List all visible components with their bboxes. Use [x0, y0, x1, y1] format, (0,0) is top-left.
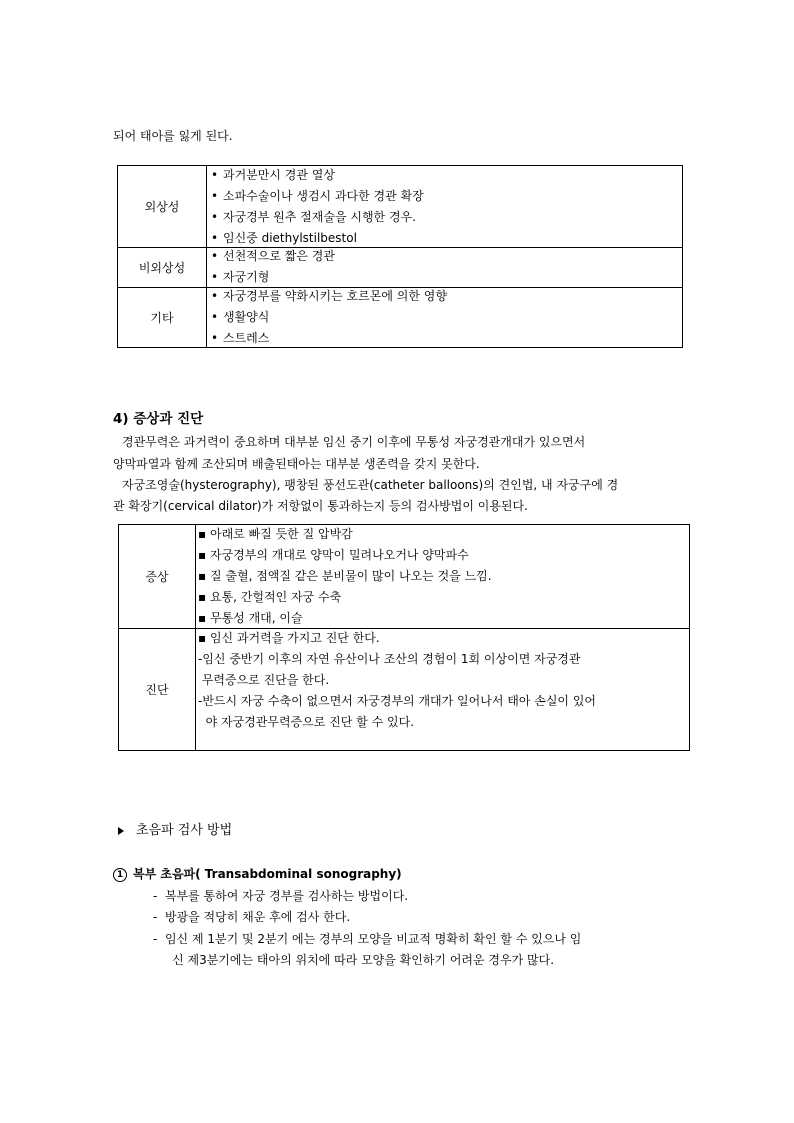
diagnosis-line: 야 자궁경관무력증으로 진단 할 수 있다.	[198, 715, 414, 729]
table-row	[119, 525, 690, 629]
circled-number: 1	[113, 868, 127, 882]
list-item: • 선천적으로 짧은 경관	[211, 249, 335, 263]
list-item: • 스트레스	[211, 331, 270, 345]
row-items	[207, 288, 683, 348]
list-item: • 소파수술이나 생검시 과다한 경관 확장	[211, 189, 424, 203]
method-line: - 임신 제 1분기 및 2분기 에는 경부의 모양을 비교적 명확히 확인 할 수 있으나 임	[153, 932, 582, 946]
row-label: 진단	[119, 629, 196, 751]
list-item: • 임신중 diethylstilbestol	[211, 231, 357, 245]
ultrasound-title: 초음파 검사 방법	[118, 820, 232, 841]
symptoms-diagnosis-table	[118, 524, 690, 751]
paragraph-line: 관 확장기(cervical dilator)가 저항없이 통과하는지 등의 검사방법이 이용된다.	[113, 499, 528, 513]
causes-table	[117, 165, 683, 348]
triangle-bullet-icon	[118, 827, 124, 835]
paragraph-line: 경관무력은 과거력이 중요하며 대부분 임신 중기 이후에 무통성 자궁경관개대가 있으면서	[122, 435, 586, 449]
paragraph-line: 자궁조영술(hysterography), 팽창된 풍선도관(catheter balloons)의 견인법, 내 자궁구에 경	[122, 478, 619, 492]
table-row	[118, 288, 683, 348]
list-item: ▪ 요통, 간헐적인 자궁 수축	[198, 590, 342, 604]
list-item: ▪ 아래로 빠질 듯한 질 압박감	[198, 527, 353, 541]
method-line: 신 제3분기에는 태아의 위치에 따라 모양을 확인하기 어려운 경우가 많다.	[153, 953, 555, 967]
diagnosis-line: ▪ 임신 과거력을 가지고 진단 한다.	[198, 631, 380, 645]
method-line: - 방광을 적당히 채운 후에 검사 한다.	[153, 910, 351, 924]
diagnosis-line: -반드시 자궁 수축이 없으면서 자궁경부의 개대가 일어나서 태아 손실이 있어	[198, 694, 597, 708]
symptoms-items	[196, 525, 690, 629]
row-label: 비외상성	[118, 248, 207, 288]
diagnosis-line: 무력증으로 진단을 한다.	[198, 673, 330, 687]
diagnosis-lines	[196, 629, 690, 751]
row-label: 증상	[119, 525, 196, 629]
list-item: • 과거분만시 경관 열상	[211, 168, 335, 182]
row-items	[207, 166, 683, 248]
row-items	[207, 248, 683, 288]
list-item: • 자궁경부를 약화시키는 호르몬에 의한 영향	[211, 289, 447, 303]
table-row	[118, 248, 683, 288]
intro-line: 되어 태아를 잃게 된다.	[113, 129, 233, 143]
paragraph-line: 양막파열과 함께 조산되며 배출된태아는 대부분 생존력을 갖지 못한다.	[113, 457, 480, 471]
list-item: ▪ 질 출혈, 점액질 같은 분비물이 많이 나오는 것을 느낌.	[198, 569, 492, 583]
method-line: - 복부를 통하여 자궁 경부를 검사하는 방법이다.	[153, 889, 409, 903]
row-label: 외상성	[118, 166, 207, 248]
list-item: ▪ 무통성 개대, 이슬	[198, 611, 303, 625]
method-title: 1 복부 초음파( Transabdominal sonography)	[113, 864, 402, 885]
diagnosis-line: -임신 중반기 이후의 자연 유산이나 조산의 경험이 1회 이상이면 자궁경관	[198, 652, 581, 666]
list-item: • 자궁기형	[211, 270, 270, 284]
list-item: • 자궁경부 원추 절재술을 시행한 경우.	[211, 210, 416, 224]
section-title: 4) 증상과 진단	[113, 411, 204, 427]
list-item: • 생활양식	[211, 310, 270, 324]
list-item: ▪ 자궁경부의 개대로 양막이 밀려나오거나 양막파수	[198, 548, 469, 562]
row-label: 기타	[118, 288, 207, 348]
table-row	[119, 629, 690, 751]
table-row	[118, 166, 683, 248]
